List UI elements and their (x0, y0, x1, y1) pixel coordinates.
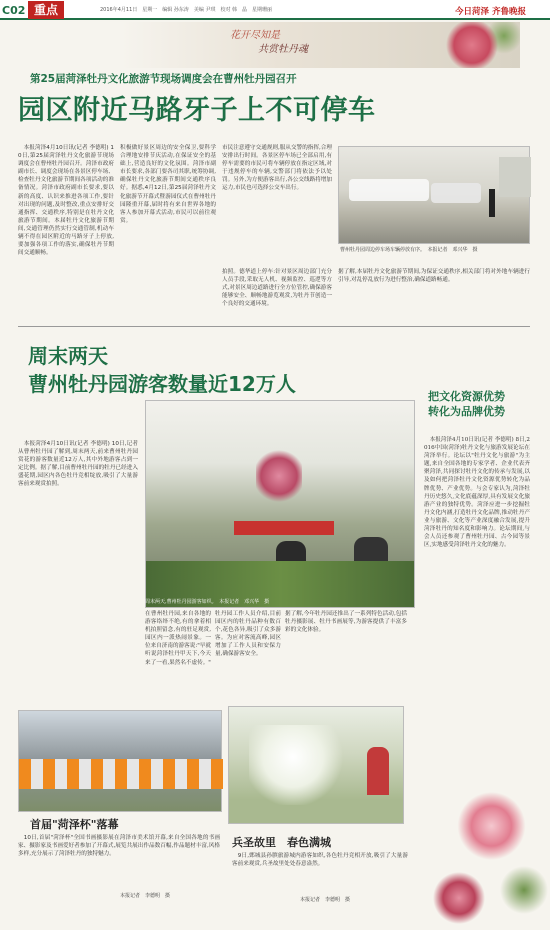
article2-headline-line1: 周末两天 (28, 344, 108, 368)
car-shape (431, 183, 481, 203)
peony-sculpture (256, 441, 302, 511)
photo1-caption: 曹州牡丹园周边停车场车辆停放有序。 本报记者 邓兴华 摄 (340, 247, 478, 253)
article3-body: 10日,首届"菏泽杯"全国书画摄影展在菏泽市美术馆开幕,来自全国各地的书画家、摄影家及书画爱好者参加了开幕式,展览共展出作品数百幅,作品题材丰富,风格多样,充分展示了菏泽牡丹的独特魅力。 (18, 835, 220, 858)
tree-shape (499, 157, 531, 197)
article2-headline-line2: 曹州牡丹园游客数量近12万人 (28, 372, 296, 396)
peony-decoration (440, 22, 520, 68)
newspaper-brand: 今日菏泽 齐鲁晚报 (455, 7, 526, 17)
article1-column-5: 据了解,本届牡丹文化旅游节期间,为保证交通秩序,相关部门将对外地车辆进行引导,对乱停乱放行为进行整治,确保道路畅通。 (338, 269, 530, 284)
article2-column-4: 据了解,今年牡丹园还推出了一系列特色活动,包括牡丹摄影展、牡丹书画展等,为游客提供了丰富多彩的文化体验。 (285, 611, 407, 634)
sidebar-headline-line2: 转化为品牌优势 (428, 405, 505, 418)
garden-crowd-photo (145, 400, 415, 608)
banner-line-1: 花开尽知是 (230, 30, 280, 41)
article4-body: 9日,鄄城县孙膑旅游城内游客如织,各色牡丹竞相开放,吸引了大量游客前来观赏,兵圣故里处处春意盎然。 (232, 853, 408, 868)
article3-headline: 首届"菏泽杯"落幕 (30, 818, 119, 831)
photo2-caption: 周末两天,曹州牡丹园游客如织。 本报记者 邓兴华 摄 (145, 599, 270, 605)
article2-column-2: 在曹州牡丹园,来自各地的游客络绎不绝,有的拿着相机拍照留念,有的驻足观赏,园区内一派热闹景象。一位来自济南的游客说:"早就听说菏泽牡丹甲天下,今天来了一看,果然名不虚传。" (145, 611, 211, 666)
article4-headline: 兵圣故里 春色满城 (232, 836, 331, 849)
article2-column-3: 牡丹园工作人员介绍,目前园区内的牡丹品种有数百个,花色各异,吸引了众多游客。为应对客流高峰,园区增加了工作人员和安保力量,确保游客安全。 (215, 611, 281, 658)
banner-line-2: 共赏牡丹魂 (258, 44, 308, 55)
article1-column-2: 积极做好景区周边的安全保卫,要科学合理地安排节庆活动,在保证安全的基础上,营造良好的文化氛围。菏泽市副市长要求,各部门要各司其职,统筹协调,确保牡丹文化旅游节期间交通秩序良好。据悉,4月12日,第25届菏泽牡丹文化旅游节开幕式暨游园仪式在曹州牡丹园隆重开幕,届时将有来自世界各地的客人参加开幕式活动,市民可以前往观赏。 (120, 145, 216, 224)
article3-credit: 本报记者 李德明 摄 (120, 893, 171, 899)
sidebar-headline-line1: 把文化资源优势 (428, 390, 505, 403)
spring-flowers-photo (228, 706, 404, 824)
team-players (19, 759, 223, 789)
article1-subtitle: 第25届菏泽牡丹文化旅游节现场调度会在曹州牡丹园召开 (30, 73, 297, 85)
person-figure (489, 189, 495, 217)
woman-figure (367, 747, 389, 795)
banner-red (234, 521, 334, 535)
article4-credit: 本报记者 李德明 摄 (300, 897, 351, 903)
page-number: C02 (2, 4, 26, 17)
parking-lot-photo (338, 146, 530, 244)
car-shape (349, 179, 429, 201)
article2-column-1: 本报菏泽4月10日讯(记者 李德明) 10日,记者从曹州牡丹园了解到,周末两天,前来曹州牡丹园赏花的游客数量近12万人,其中外地游客占到一定比例。据了解,目前曹州牡丹园的牡丹已经进入盛花期,园区内各色牡丹竞相绽放,吸引了大量游客前来观赏拍照。 (18, 441, 138, 488)
article1-column-4: 拍照。德华道上停车:针对景区周边部门充分人员手段,采取无人机、视频监控、巡逻等方式,对景区周边道路进行全方位管控,确保游客能够安全、顺畅地游览观赏,为牡丹节创造一个良好的交通环境。 (222, 269, 332, 308)
article1-column-1: 本报菏泽4月10日讯(记者 李德明) 10日,第25届菏泽牡丹文化旅游节现场调度会在曹州牡丹园召开。菏泽市政府副市长、调度会现场在各景区停车场、检查牡丹文化旅游节期间各项活动的准备情况。菏泽市政府副市长要求,要以新的高度、认识来推进各项工作,要针对出现的问题,及时整改,重点安排好交通指挥、交通秩序,特别是在牡丹文化旅游节期间。本届牡丹文化旅游节期间,交通管理仍然实行交通管制,机动车辆不得在园区附近的马路牙子上停放,要加强各项工作的落实,确保牡丹节期间交通顺畅。 (18, 145, 114, 257)
team-photo (18, 710, 222, 812)
section-divider (18, 326, 530, 327)
section-badge: 重点 (28, 1, 64, 19)
article1-column-3: 市民注意遵守交通规则,服从交警的指挥,合理安排出行时间。各景区停车场已全部启用,有停车需要的市民可将车辆停放在指定区域,对于违规停车的车辆,交警部门将依法予以处罚。另外,为方便游客出行,各公交线路将增加运力,市民也可选择公交车出行。 (222, 145, 332, 192)
peony-decoration (420, 770, 550, 930)
blossoms (249, 725, 359, 805)
header-meta: 2016年4月11日 星期一 编辑 孙东涛 美编 尹琪 校对 韩 晶 星期珊丽 (100, 7, 273, 13)
sidebar-body: 本报菏泽4月10日讯(记者 李德明) 8日,2016中国(菏泽)牡丹文化与旅游发展论坛在菏泽举行。论坛以"牡丹文化与旅游"为主题,来自全国各地的专家学者、企业代表齐聚菏泽,共同探讨牡丹文化的传承与发展,以及如何把菏泽牡丹文化资源优势转化为品牌优势、产业优势。与会专家认为,菏泽牡丹历史悠久,文化底蕴深厚,具有发展文化旅游产业的独特优势。菏泽应进一步挖掘牡丹文化内涵,打造牡丹文化品牌,推动牡丹产业与旅游、文化等产业深度融合发展,提升菏泽牡丹的知名度和影响力。论坛期间,与会人员还参观了曹州牡丹园、古今园等景区,实地感受菏泽牡丹文化的魅力。 (424, 437, 530, 549)
article1-headline: 园区附近马路牙子上不可停车 (18, 95, 376, 126)
